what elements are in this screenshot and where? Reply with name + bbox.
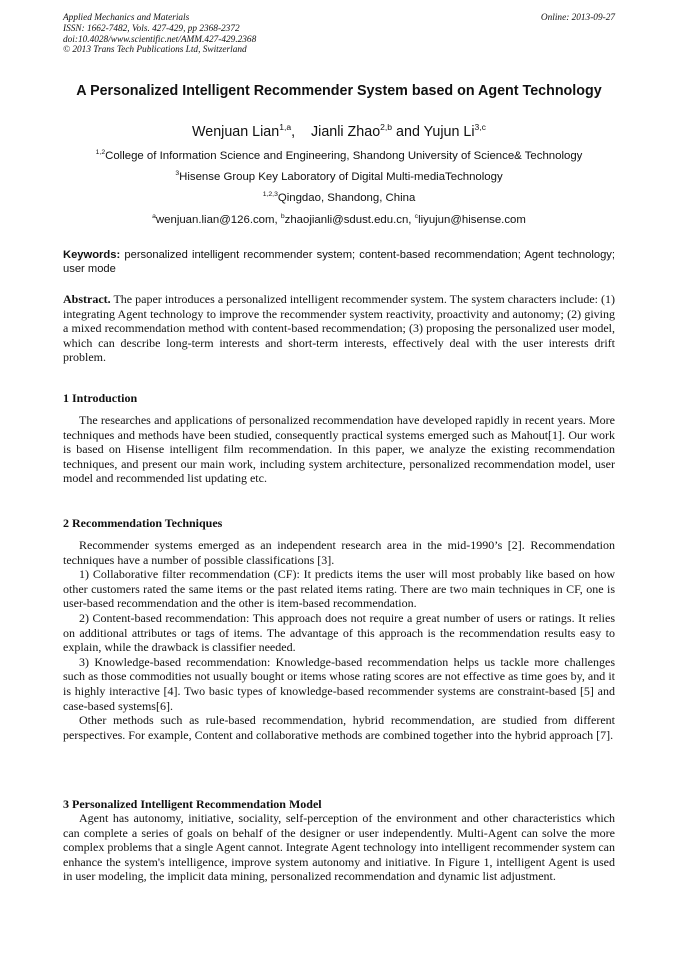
section-body <box>63 413 615 486</box>
affiliation <box>40 191 638 205</box>
paragraph: 2) Content-based recommendation: This approach does not require a great number of users or ratings. It relies on additional attributes or tags of items. The advantage of this approach is the recommendation results easy to explain, while the drawback is classifier needed. <box>63 610 615 655</box>
section-body <box>63 811 615 884</box>
author-sup: 2,b <box>380 122 393 133</box>
doi-line[interactable]: doi:10.4028/www.scientific.net/AMM.427-429.2368 <box>63 34 257 45</box>
email-link[interactable]: liyujun@hisense.com <box>418 214 526 226</box>
journal-header <box>63 13 615 56</box>
abstract-text: The paper introduces a personalized intelligent recommender system. The system characters include: (1) integrating Agent technology to improve the recommender system reactivity, proactivity and autonomy; (2) giving a mixed recommendation method with content-based recommendation; (3) proposing the personalized user model, which can describe long-term interests and short-term interests, effectively deal with the user interests drift problem. <box>63 292 615 365</box>
section-body <box>63 538 615 742</box>
email-sup: c <box>414 213 419 221</box>
paragraph: 1) Collaborative filter recommendation (CF): It predicts items the user will most probably like based on how other customers rated the same items or the past related items rating. There are two main techniques in CF, one is user-based recommendation and the other is item-based recommendation. <box>63 567 615 611</box>
affiliation <box>40 149 638 163</box>
copyright-line: © 2013 Trans Tech Publications Ltd, Switzerland <box>63 45 247 56</box>
email-line <box>40 213 638 227</box>
paragraph: The researches and applications of personalized recommendation have developed rapidly in recent years. More techniques and methods have been studied, consequently practical systems emerged such as Mahout[1]. Our work is based on Hisense intelligent film recommendation. In this paper, we analyze the existing recommendation techniques, and present our main work, including system architecture, personalized recommendation model, user model and recommended list updating etc. <box>63 413 615 486</box>
author-sep: , <box>291 124 311 140</box>
abstract-block <box>63 292 615 365</box>
email-link[interactable]: wenjuan.lian@126.com, <box>155 214 281 226</box>
abstract-label: Abstract. <box>63 292 111 306</box>
paper-title: A Personalized Intelligent Recommender System based on Agent Technology <box>76 83 602 99</box>
keywords-block <box>63 248 615 276</box>
section-heading: 2 Recommendation Techniques <box>63 516 223 530</box>
journal-name: Applied Mechanics and Materials <box>63 13 190 23</box>
keywords-text: personalized intelligent recommender system; content-based recommendation; Agent technology; user mode <box>63 249 615 275</box>
keywords-label: Keywords: <box>63 249 121 261</box>
issn-line: ISSN: 1662-7482, Vols. 427-429, pp 2368-2372 <box>63 23 240 34</box>
paragraph: Agent has autonomy, initiative, sociality, self-perception of the environment and other characteristics which can complete a series of goals on behalf of the designer or user independently. Multi-Agent can solve the more complex problems that a single Agent cannot. Integrate Agent technology into intelligent recommender system can enhance the system's intelligence, improve system autonomy and initiative. In Figure 1, intelligent Agent is used in user modeling, the implicit data mining, personalized recommendation and dynamic list adjustment. <box>63 811 615 884</box>
email-sup: a <box>152 213 156 221</box>
author-sep: and <box>392 124 424 140</box>
paragraph: Other methods such as rule-based recommendation, hybrid recommendation, are studied from different perspectives. For example, Content and collaborative methods are combined together into the hybrid approach [7]. <box>63 713 615 742</box>
author-name: Jianli Zhao <box>311 124 381 140</box>
email-link[interactable]: zhaojianli@sdust.edu.cn, <box>284 214 415 226</box>
affiliation-sup: 3 <box>175 170 180 178</box>
affiliation <box>40 170 638 184</box>
affiliation-text: Qingdao, Shandong, China <box>277 192 416 204</box>
paragraph: Recommender systems emerged as an independent research area in the mid-1990’s [2]. Recommendation techniques have a number of possible classifications [3]. <box>63 538 615 567</box>
affiliation-sup: 1,2 <box>95 149 106 157</box>
paragraph: 3) Knowledge-based recommendation: Knowledge-based recommendation helps us tackle more challenges such as those commodities not usually bought or items whose rating scores are not effective as time goes by, and it is highly interactive [4]. Two basic types of knowledge-based recommender systems are constraint-based [5] and case-based systems[6]. <box>63 654 615 713</box>
affiliation-text: College of Information Science and Engineering, Shandong University of Science& Technology <box>105 150 583 162</box>
section-heading: 1 Introduction <box>63 391 138 405</box>
author-sup: 3,c <box>474 122 486 133</box>
author-sup: 1,a <box>279 122 292 133</box>
affiliation-text: Hisense Group Key Laboratory of Digital Multi-mediaTechnology <box>179 171 503 183</box>
author-name: Yujun Li <box>423 124 475 140</box>
section-heading: 3 Personalized Intelligent Recommendation Model <box>63 797 322 811</box>
affiliation-sup: 1,2,3 <box>262 191 278 199</box>
online-date: Online: 2013-09-27 <box>540 13 615 23</box>
author-line <box>63 122 615 142</box>
author-name: Wenjuan Lian <box>192 124 280 140</box>
email-sup: b <box>280 213 285 221</box>
